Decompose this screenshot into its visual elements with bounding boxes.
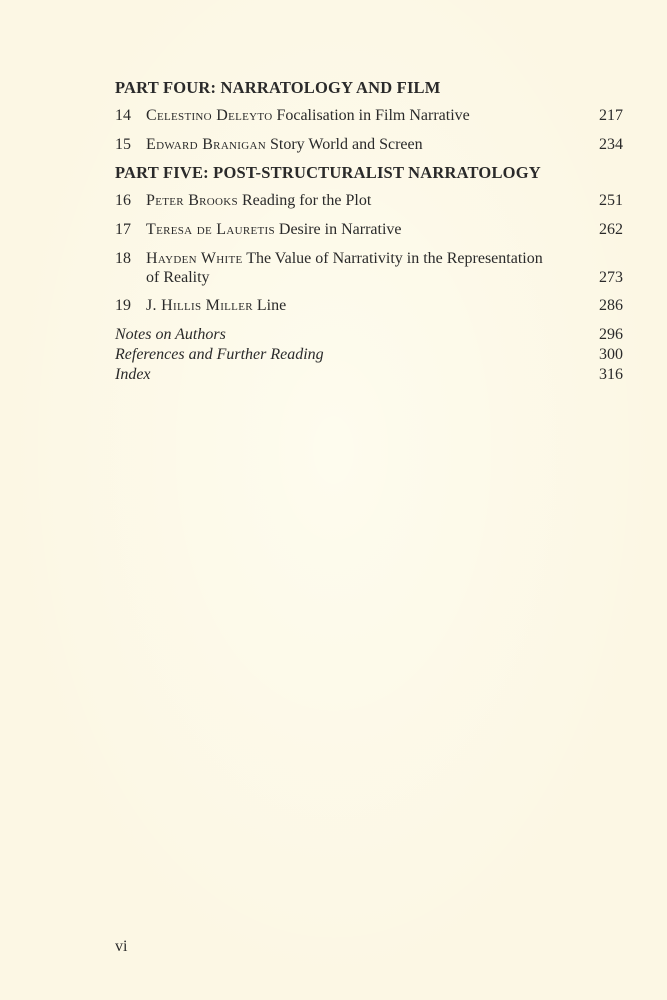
back-matter-label: References and Further Reading [115,346,324,363]
chapter-number: 19 [115,297,131,314]
chapter-body [146,191,623,211]
page-number: 316 [599,366,623,383]
chapter-title: The Value of Narrativity in the Representation [246,250,543,267]
toc-section-part-five [115,161,623,316]
page-number: 273 [599,269,623,286]
chapter-title: Line [256,297,287,314]
page-number: 300 [599,346,623,363]
toc-section-part-four [115,76,623,155]
chapter-number: 17 [115,221,131,238]
back-matter-entry [115,345,623,365]
chapter-title: Focalisation in Film Narrative [276,107,470,124]
page-number: 234 [599,136,623,153]
back-matter-entry [115,325,623,345]
chapter-body [146,135,623,155]
page-number: 296 [599,326,623,343]
toc-entry [115,106,623,126]
table-of-contents [115,76,623,385]
chapter-body [146,220,623,240]
chapter-body [146,249,623,287]
part-heading: PART FOUR: NARRATOLOGY AND FILM [115,78,441,97]
chapter-title: Reading for the Plot [241,192,372,209]
toc-entry [115,249,623,287]
chapter-author: Hayden White [146,250,243,267]
chapter-author: Edward Branigan [146,136,266,153]
part-heading: PART FIVE: POST-STRUCTURALIST NARRATOLOGY [115,163,541,182]
back-matter-label: Index [115,366,151,383]
chapter-title: Desire in Narrative [278,221,402,238]
toc-entry [115,191,623,211]
chapter-number: 14 [115,107,131,124]
back-matter-label: Notes on Authors [115,326,226,343]
chapter-author: Peter Brooks [146,192,238,209]
chapter-line-1 [146,249,623,268]
chapter-author: Celestino Deleyto [146,107,273,124]
toc-back-matter [115,325,623,385]
toc-entry [115,135,623,155]
chapter-title-continued: of Reality [146,269,210,286]
chapter-author: Teresa de Lauretis [146,221,275,238]
page-number: 286 [599,297,623,314]
chapter-body [146,106,623,126]
page-number: 262 [599,221,623,238]
chapter-body [146,296,623,316]
page-number: 251 [599,192,623,209]
folio-page-number: vi [115,938,128,955]
toc-entry [115,220,623,240]
page-number: 217 [599,107,623,124]
chapter-title: Story World and Screen [270,136,423,153]
back-matter-entry [115,365,623,385]
chapter-number: 18 [115,250,131,267]
chapter-author: J. Hillis Miller [146,297,253,314]
toc-entry [115,296,623,316]
chapter-number: 16 [115,192,131,209]
chapter-number: 15 [115,136,131,153]
